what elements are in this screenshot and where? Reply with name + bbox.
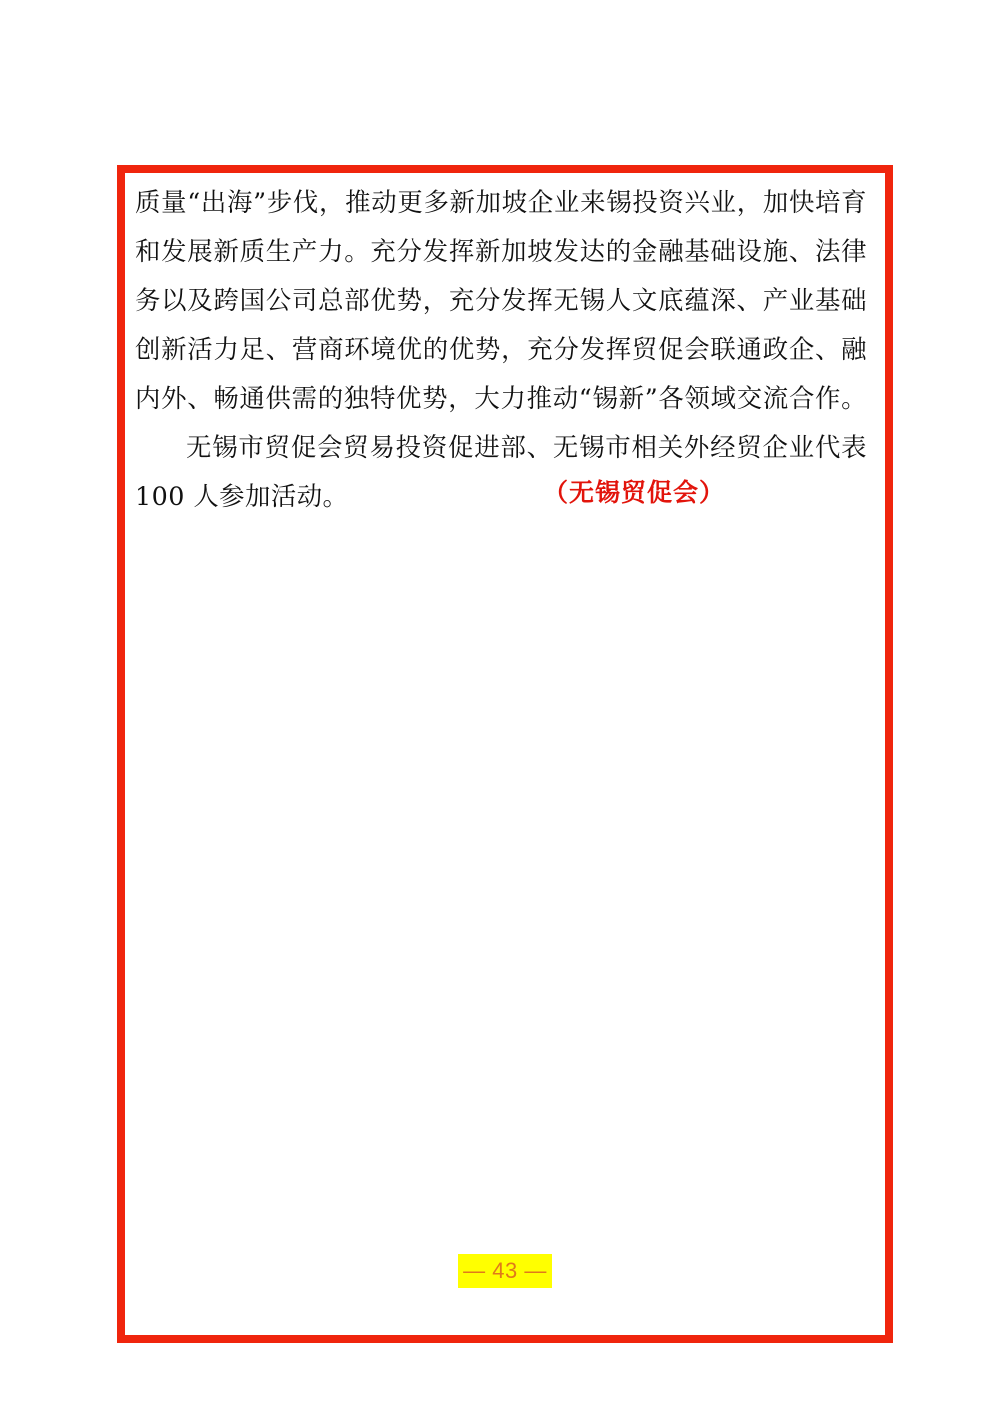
- body-line-7: 100 人参加活动。: [135, 481, 349, 511]
- body-line-3: 务以及跨国公司总部优势，充分发挥无锡人文底蕴深、产业基础: [135, 285, 867, 315]
- body-line-2: 和发展新质生产力。充分发挥新加坡发达的金融基础设施、法律: [135, 236, 867, 266]
- body-line-6: 无锡市贸促会贸易投资促进部、无锡市相关外经贸企业代表: [186, 432, 867, 462]
- body-line-5: 内外、畅通供需的独特优势，大力推动“锡新”各领域交流合作。: [135, 383, 867, 413]
- body-line-4: 创新活力足、营商环境优的优势，充分发挥贸促会联通政企、融: [135, 334, 867, 364]
- page-number: — 43 —: [458, 1254, 552, 1288]
- article-body: [135, 178, 867, 521]
- body-line-1: 质量“出海”步伐，推动更多新加坡企业来锡投资兴业，加快培育: [135, 187, 867, 217]
- source-attribution: （无锡贸促会）: [543, 478, 726, 507]
